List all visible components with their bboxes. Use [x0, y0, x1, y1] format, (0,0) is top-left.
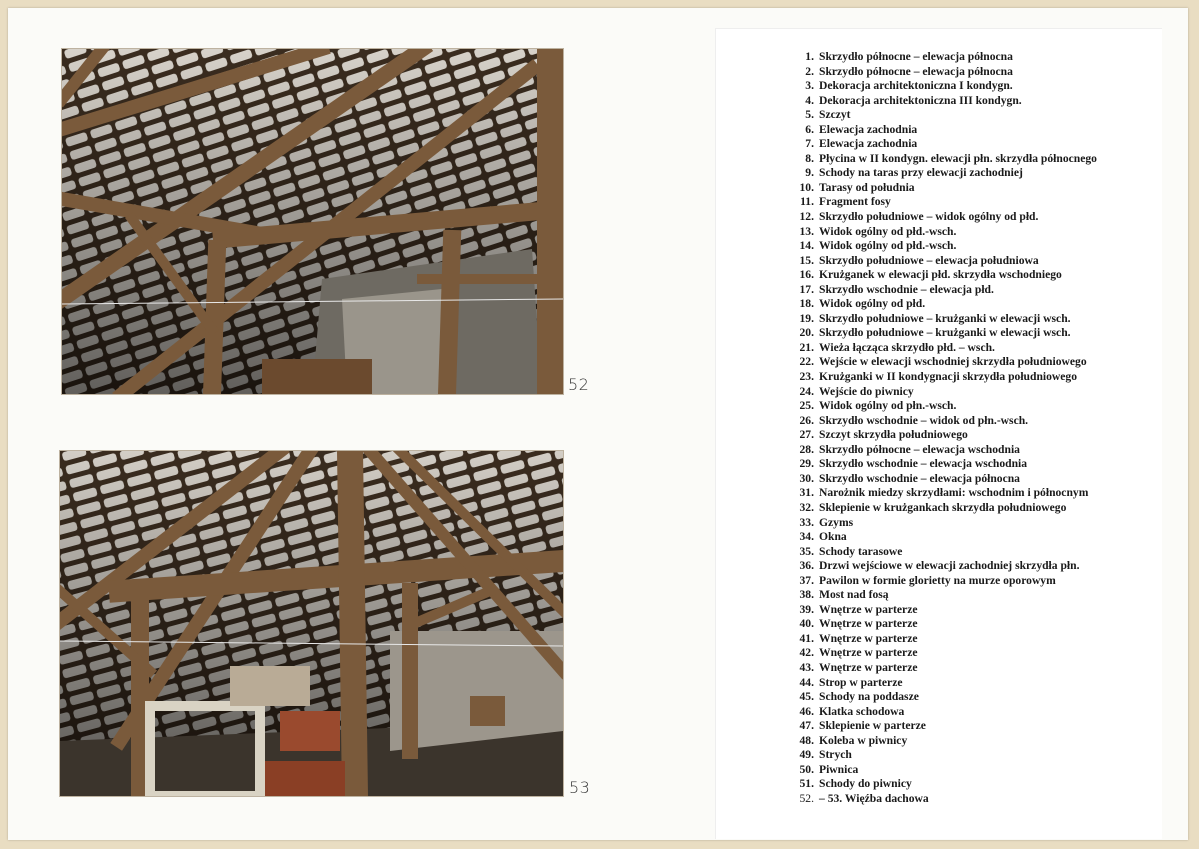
caption-text: Pawilon w formie glorietty na murze oporowym [819, 573, 1056, 587]
caption-text: Sklepienie w parterze [819, 719, 926, 733]
caption-item [778, 355, 1097, 370]
caption-number: 7. [805, 137, 814, 151]
caption-text: Krużganki w II kondygnacji skrzydła południowego [819, 370, 1078, 384]
caption-item [778, 719, 1097, 734]
caption-text: Okna [819, 530, 847, 544]
caption-text: Skrzydło wschodnie – widok od płn.-wsch. [819, 413, 1029, 427]
caption-item [778, 326, 1097, 341]
caption-number: 16. [799, 268, 814, 282]
caption-text: Wejście w elewacji wschodniej skrzydła południowego [819, 355, 1087, 369]
caption-item [778, 210, 1097, 225]
caption-text: Schody na taras przy elewacji zachodniej [819, 166, 1023, 180]
caption-text: Piwnica [819, 762, 859, 776]
caption-item [778, 50, 1097, 65]
caption-item [778, 414, 1097, 429]
caption-text: Wnętrze w parterze [819, 660, 918, 674]
caption-item [778, 225, 1097, 240]
caption-item [778, 195, 1097, 210]
caption-number: 52. [799, 791, 814, 805]
caption-number: 27. [799, 428, 814, 442]
caption-number: 36. [799, 559, 814, 573]
caption-text: Most nad fosą [819, 588, 889, 602]
caption-number: 30. [799, 471, 814, 485]
caption-number: 41. [799, 631, 814, 645]
caption-text: Krużganek w elewacji płd. skrzydła wschodniego [819, 268, 1062, 282]
caption-item [778, 690, 1097, 705]
caption-number: 47. [799, 719, 814, 733]
caption-item [778, 94, 1097, 109]
caption-text: Strych [819, 748, 852, 762]
caption-number: 21. [799, 340, 814, 354]
caption-item [778, 370, 1097, 385]
caption-text: Tarasy od południa [819, 180, 915, 194]
caption-text: Widok ogólny od płd.-wsch. [819, 239, 957, 253]
caption-item [778, 748, 1097, 763]
caption-item [778, 763, 1097, 778]
caption-text: Narożnik miedzy skrzydłami: wschodnim i północnym [819, 486, 1089, 500]
caption-item [778, 385, 1097, 400]
caption-number: 37. [799, 573, 814, 587]
photo-number-53: 53 [569, 778, 591, 797]
caption-number: 11. [800, 195, 814, 209]
caption-text: Wnętrze w parterze [819, 646, 918, 660]
caption-list [778, 50, 1097, 806]
caption-number: 48. [799, 733, 814, 747]
caption-text: Schody na poddasze [819, 690, 919, 704]
caption-number: 15. [799, 253, 814, 267]
caption-item [778, 574, 1097, 589]
caption-item [778, 545, 1097, 560]
caption-item [778, 457, 1097, 472]
caption-item [778, 341, 1097, 356]
caption-text: Widok ogólny od płd. [819, 297, 926, 311]
caption-number: 42. [799, 646, 814, 660]
caption-text: Wieża łącząca skrzydło płd. – wsch. [819, 340, 995, 354]
caption-number: 5. [805, 108, 814, 122]
photo-number-52: 52 [568, 375, 590, 394]
caption-text: Dekoracja architektoniczna I kondygn. [819, 79, 1013, 93]
caption-text: Schody tarasowe [819, 544, 903, 558]
caption-number: 12. [799, 210, 814, 224]
caption-text: Strop w parterze [819, 675, 903, 689]
caption-text: Elewacja zachodnia [819, 137, 918, 151]
caption-item [778, 312, 1097, 327]
caption-number: 39. [799, 602, 814, 616]
caption-text: Koleba w piwnicy [819, 733, 908, 747]
caption-text: Drzwi wejściowe w elewacji zachodniej skrzydła płn. [819, 559, 1080, 573]
caption-text: Dekoracja architektoniczna III kondygn. [819, 93, 1022, 107]
caption-number: 50. [799, 762, 814, 776]
caption-item [778, 181, 1097, 196]
caption-item [778, 268, 1097, 283]
caption-number: 38. [799, 588, 814, 602]
caption-number: 1. [805, 50, 814, 63]
caption-number: 26. [799, 413, 814, 427]
caption-text: Klatka schodowa [819, 704, 905, 718]
caption-number: 18. [799, 297, 814, 311]
caption-text: Schody do piwnicy [819, 777, 912, 791]
caption-number: 35. [799, 544, 814, 558]
caption-item [778, 676, 1097, 691]
caption-text: Skrzydło wschodnie – elewacja wschodnia [819, 457, 1028, 471]
caption-text: Skrzydło południowe – krużganki w elewacji wsch. [819, 311, 1071, 325]
caption-number: 25. [799, 399, 814, 413]
caption-text: Fragment fosy [819, 195, 891, 209]
caption-item [778, 443, 1097, 458]
caption-number: 20. [799, 326, 814, 340]
caption-number: 14. [799, 239, 814, 253]
caption-number: 4. [805, 93, 814, 107]
caption-item [778, 428, 1097, 443]
caption-number: 8. [805, 151, 814, 165]
caption-item [778, 603, 1097, 618]
caption-text: Wnętrze w parterze [819, 617, 918, 631]
caption-number: 13. [799, 224, 814, 238]
caption-item [778, 705, 1097, 720]
caption-text: – 53. Więźba dachowa [819, 791, 929, 805]
caption-item [778, 486, 1097, 501]
caption-number: 44. [799, 675, 814, 689]
caption-text: Wnętrze w parterze [819, 631, 918, 645]
caption-item [778, 777, 1097, 792]
photo-roof-truss-53 [59, 450, 564, 797]
caption-item [778, 632, 1097, 647]
caption-number: 32. [799, 500, 814, 514]
caption-number: 6. [805, 122, 814, 136]
roof-truss-image [60, 451, 563, 796]
caption-text: Skrzydło północne – elewacja północna [819, 64, 1013, 78]
caption-item [778, 501, 1097, 516]
caption-item [778, 137, 1097, 152]
caption-number: 9. [805, 166, 814, 180]
caption-item [778, 792, 1097, 807]
caption-text: Skrzydło południowe – krużganki w elewacji wsch. [819, 326, 1071, 340]
caption-text: Szczyt [819, 108, 851, 122]
caption-text: Skrzydło północne – elewacja wschodnia [819, 442, 1020, 456]
caption-item [778, 166, 1097, 181]
caption-number: 23. [799, 370, 814, 384]
caption-text: Skrzydło południowe – elewacja południowa [819, 253, 1039, 267]
caption-text: Wejście do piwnicy [819, 384, 914, 398]
caption-item [778, 588, 1097, 603]
caption-number: 49. [799, 748, 814, 762]
caption-item [778, 516, 1097, 531]
caption-number: 34. [799, 530, 814, 544]
caption-text: Sklepienie w krużgankach skrzydła południowego [819, 500, 1067, 514]
caption-text: Płycina w II kondygn. elewacji płn. skrzydła północnego [819, 151, 1097, 165]
caption-number: 45. [799, 690, 814, 704]
caption-text: Skrzydło wschodnie – elewacja płd. [819, 282, 994, 296]
caption-text: Widok ogólny od płd.-wsch. [819, 224, 957, 238]
caption-item [778, 617, 1097, 632]
caption-item [778, 734, 1097, 749]
roof-truss-image [62, 49, 563, 394]
caption-number: 33. [799, 515, 814, 529]
caption-item [778, 123, 1097, 138]
caption-number: 2. [805, 64, 814, 78]
caption-number: 22. [799, 355, 814, 369]
album-page [8, 8, 1188, 840]
caption-text: Gzyms [819, 515, 854, 529]
caption-item [778, 283, 1097, 298]
caption-text: Widok ogólny od płn.-wsch. [819, 399, 957, 413]
caption-number: 24. [799, 384, 814, 398]
caption-item [778, 108, 1097, 123]
caption-item [778, 297, 1097, 312]
caption-text: Skrzydło południowe – widok ogólny od płd. [819, 210, 1039, 224]
caption-number: 17. [799, 282, 814, 296]
caption-text: Elewacja zachodnia [819, 122, 918, 136]
caption-item [778, 661, 1097, 676]
caption-text: Wnętrze w parterze [819, 602, 918, 616]
caption-number: 3. [805, 79, 814, 93]
caption-number: 40. [799, 617, 814, 631]
caption-item [778, 559, 1097, 574]
caption-item [778, 79, 1097, 94]
caption-number: 29. [799, 457, 814, 471]
caption-number: 28. [799, 442, 814, 456]
caption-number: 43. [799, 660, 814, 674]
caption-item [778, 399, 1097, 414]
caption-item [778, 152, 1097, 167]
caption-number: 19. [799, 311, 814, 325]
caption-number: 51. [799, 777, 814, 791]
caption-item [778, 239, 1097, 254]
caption-item [778, 472, 1097, 487]
caption-number: 31. [799, 486, 814, 500]
caption-item [778, 65, 1097, 80]
photo-roof-truss-52 [61, 48, 564, 395]
caption-text: Skrzydło północne – elewacja północna [819, 50, 1013, 63]
caption-item [778, 254, 1097, 269]
caption-text: Szczyt skrzydła południowego [819, 428, 968, 442]
caption-text: Skrzydło wschodnie – elewacja północna [819, 471, 1020, 485]
caption-item [778, 646, 1097, 661]
caption-number: 46. [799, 704, 814, 718]
caption-item [778, 530, 1097, 545]
caption-number: 10. [799, 180, 814, 194]
